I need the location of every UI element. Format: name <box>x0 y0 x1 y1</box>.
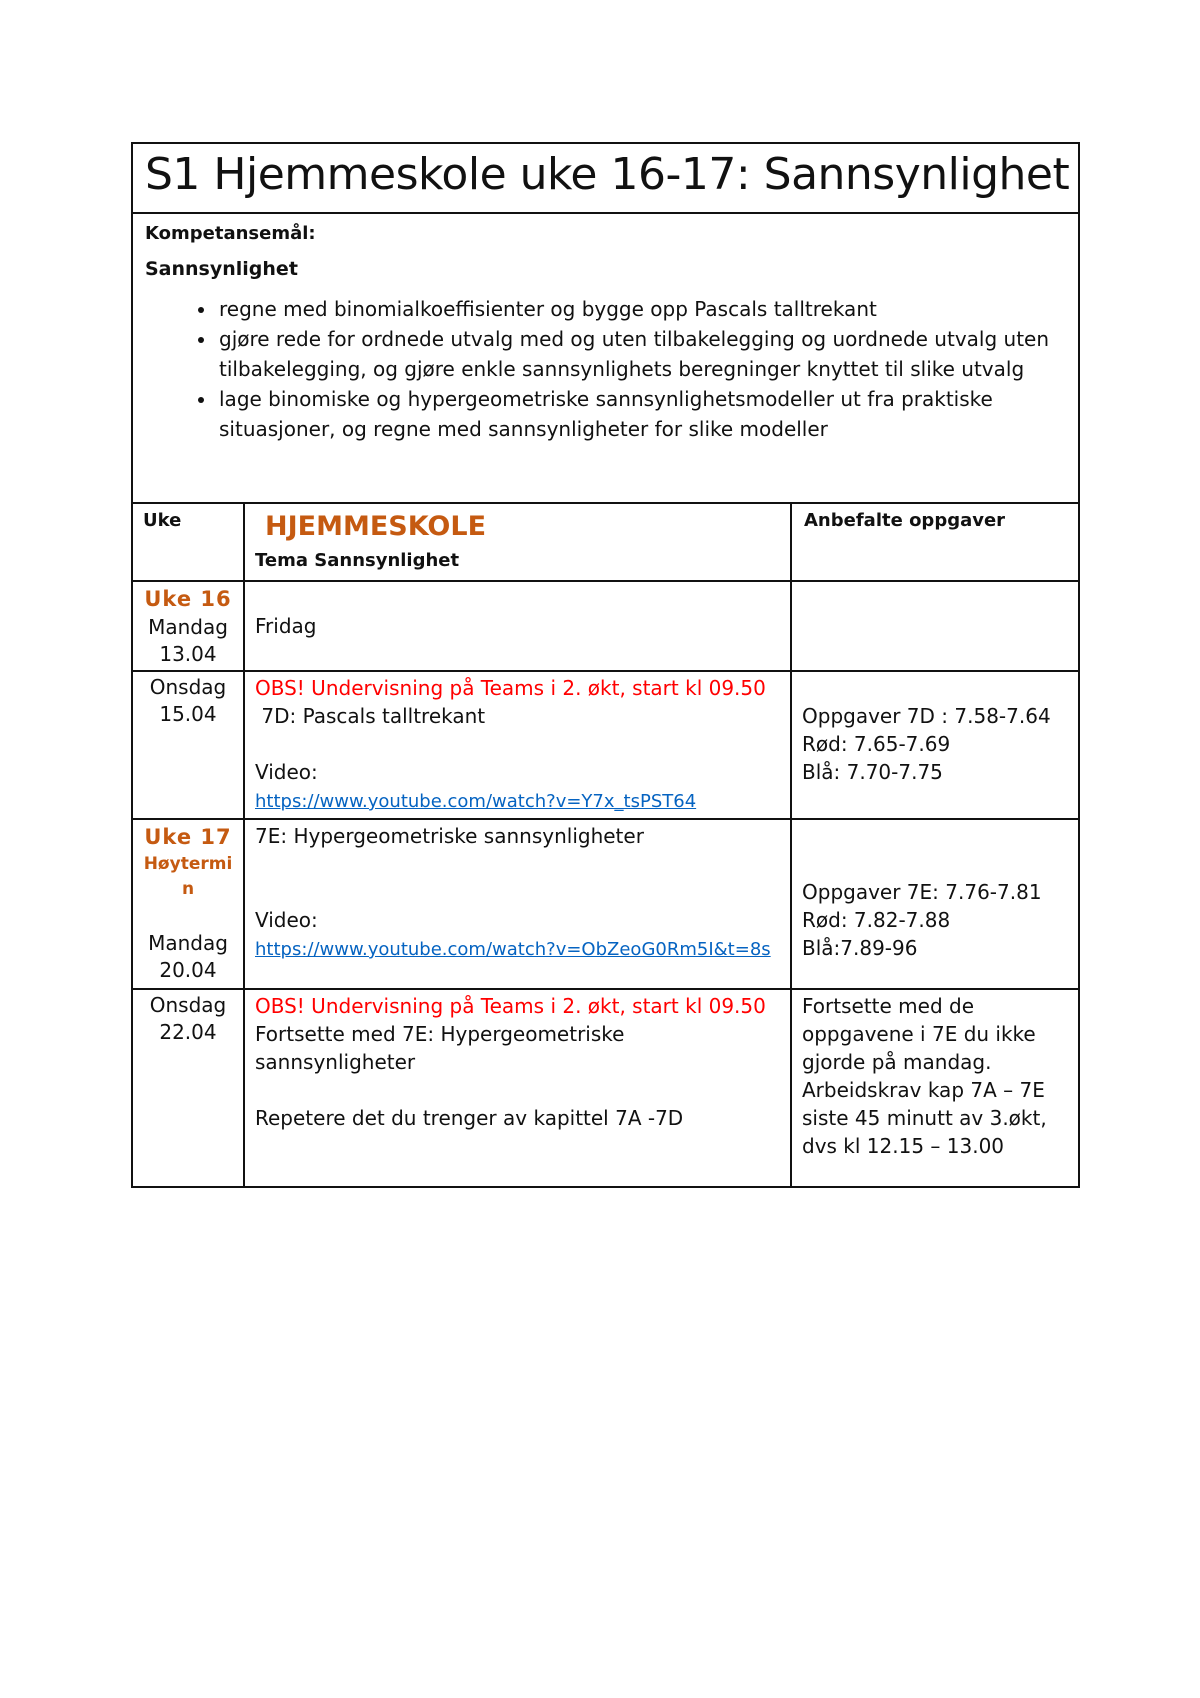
header-tema: Tema Sannsynlighet <box>255 550 460 571</box>
goal-list <box>145 294 1066 444</box>
day-cell <box>132 989 244 1187</box>
plan-table <box>131 142 1080 1188</box>
day-cell <box>132 581 244 671</box>
date-label: 13.04 <box>159 642 217 666</box>
video-link[interactable]: https://www.youtube.com/watch?v=ObZeoG0Rm5I&t=8s <box>255 939 771 960</box>
task-text: Fortsette med de oppgavene i 7E du ikke gjorde på mandag. <box>802 994 1036 1074</box>
day-cell <box>132 671 244 819</box>
day-label: Mandag <box>148 931 228 955</box>
term-label: Høytermin <box>143 854 233 899</box>
content-cell <box>244 581 791 671</box>
task-line: Rød: 7.65-7.69 <box>802 732 951 756</box>
header-uke: Uke <box>132 503 244 581</box>
content-cell <box>244 671 791 819</box>
goal-item: • regne med binomialkoeffisienter og bygge opp Pascals talltrekant <box>217 294 1066 324</box>
video-label: Video: <box>255 908 318 932</box>
content-text: Fridag <box>255 614 317 638</box>
teams-notice: OBS! Undervisning på Teams i 2. økt, start kl 09.50 <box>255 994 766 1018</box>
task-text: Arbeidskrav kap 7A – 7E siste 45 minutt av 3.økt, dvs kl 12.15 – 13.00 <box>802 1078 1047 1158</box>
header-hjemmeskole: HJEMMESKOLE <box>265 511 487 542</box>
tasks-cell <box>791 581 1079 671</box>
date-label: 22.04 <box>159 1020 217 1044</box>
competence-topic: Sannsynlighet <box>145 258 298 280</box>
task-line: Oppgaver 7D : 7.58-7.64 <box>802 704 1051 728</box>
day-label: Onsdag <box>149 993 227 1017</box>
competence-cell <box>132 213 1079 503</box>
day-label: Mandag <box>148 615 228 639</box>
extra-text: Repetere det du trenger av kapittel 7A -7D <box>255 1106 684 1130</box>
day-label: Onsdag <box>149 675 227 699</box>
task-line: Blå:7.89-96 <box>802 936 918 960</box>
page-title: S1 Hjemmeskole uke 16-17: Sannsynlighet <box>145 149 1070 200</box>
topic-text: Fortsette med 7E: Hypergeometriske sannsynligheter <box>255 1022 625 1074</box>
week-label: Uke 16 <box>144 587 232 611</box>
week-label: Uke 17 <box>144 825 232 849</box>
topic-text: 7D: Pascals talltrekant <box>255 704 486 728</box>
content-cell <box>244 989 791 1187</box>
task-line: Blå: 7.70-7.75 <box>802 760 943 784</box>
task-line: Oppgaver 7E: 7.76-7.81 <box>802 880 1042 904</box>
video-link[interactable]: https://www.youtube.com/watch?v=Y7x_tsPST64 <box>255 791 697 812</box>
topic-text: 7E: Hypergeometriske sannsynligheter <box>255 824 644 848</box>
tasks-cell <box>791 819 1079 989</box>
task-line: Rød: 7.82-7.88 <box>802 908 951 932</box>
goal-item: • gjøre rede for ordnede utvalg med og uten tilbakelegging og uordnede utvalg uten tilbakelegging, og gjøre enkle sannsynlighets beregninger knyttet til slike utvalg <box>217 324 1066 384</box>
date-label: 15.04 <box>159 702 217 726</box>
day-cell <box>132 819 244 989</box>
video-label: Video: <box>255 760 318 784</box>
goal-item: • lage binomiske og hypergeometriske sannsynlighetsmodeller ut fra praktiske situasjoner, og regne med sannsynligheter for slike modeller <box>217 384 1066 444</box>
competence-label: Kompetansemål: <box>145 223 316 244</box>
header-main <box>244 503 791 581</box>
teams-notice: OBS! Undervisning på Teams i 2. økt, start kl 09.50 <box>255 676 766 700</box>
header-anbefalte: Anbefalte oppgaver <box>791 503 1079 581</box>
tasks-cell <box>791 989 1079 1187</box>
title-cell <box>132 143 1079 213</box>
plan-document <box>131 142 1078 1188</box>
tasks-cell <box>791 671 1079 819</box>
content-cell <box>244 819 791 989</box>
date-label: 20.04 <box>159 958 217 982</box>
